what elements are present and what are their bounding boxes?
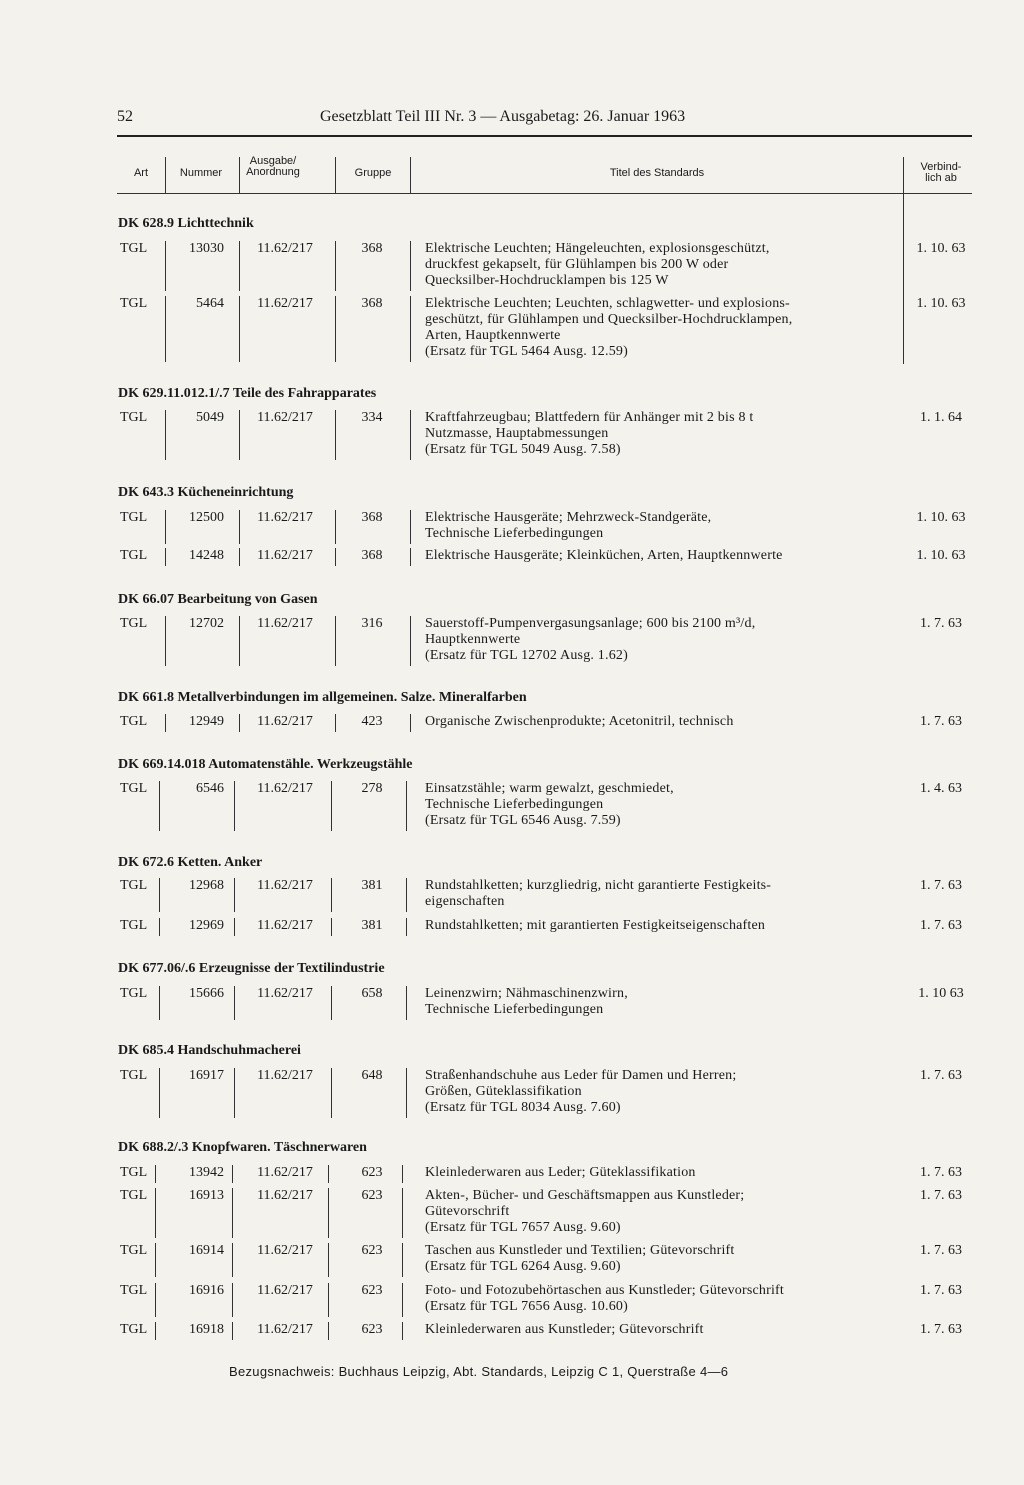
cell-nummer: 13030 xyxy=(189,241,224,256)
cell-ausgabe: 11.62/217 xyxy=(257,296,313,311)
cell-nummer: 12969 xyxy=(189,918,224,933)
column-separator xyxy=(410,410,411,460)
column-separator xyxy=(159,1068,160,1118)
column-header-ausgabe: Ausgabe/ Anordnung xyxy=(246,155,300,178)
titel-line: Elektrische Hausgeräte; Mehrzweck-Standgeräte, xyxy=(425,510,712,525)
section-title: DK 685.4 Handschuhmacherei xyxy=(118,1043,301,1058)
cell-ausgabe: 11.62/217 xyxy=(257,510,313,525)
titel-line: Kraftfahrzeugbau; Blattfedern für Anhänger mit 2 bis 8 t xyxy=(425,410,754,425)
column-separator xyxy=(331,1068,332,1118)
cell-ausgabe: 11.62/217 xyxy=(257,781,313,796)
cell-art: TGL xyxy=(120,878,148,893)
column-separator xyxy=(410,510,411,544)
section-title: DK 677.06/.6 Erzeugnisse der Textilindustrie xyxy=(118,961,385,976)
column-separator xyxy=(402,1188,403,1238)
cell-art: TGL xyxy=(120,1188,148,1203)
column-separator xyxy=(410,241,411,291)
cell-verbindlich-ab: 1. 7. 63 xyxy=(920,1283,962,1298)
header-divider xyxy=(903,157,904,193)
cell-nummer: 16917 xyxy=(189,1068,224,1083)
titel-line: geschützt, für Glühlampen und Quecksilber-Hochdrucklampen, xyxy=(425,312,793,327)
cell-gruppe: 381 xyxy=(361,878,383,893)
titel-line: Elektrische Leuchten; Hängeleuchten, explosionsgeschützt, xyxy=(425,241,770,256)
cell-gruppe: 368 xyxy=(361,548,383,563)
cell-art: TGL xyxy=(120,1165,148,1180)
cell-verbindlich-ab: 1. 10 63 xyxy=(918,986,964,1001)
column-separator xyxy=(234,918,235,936)
cell-nummer: 12500 xyxy=(189,510,224,525)
titel-line: Akten-, Bücher- und Geschäftsmappen aus Kunstleder; xyxy=(425,1188,745,1203)
titel-line: Nutzmasse, Hauptabmessungen xyxy=(425,426,609,441)
cell-verbindlich-ab: 1. 10. 63 xyxy=(916,510,966,525)
cell-gruppe: 316 xyxy=(361,616,383,631)
column-separator xyxy=(328,1283,329,1317)
cell-nummer: 15666 xyxy=(189,986,224,1001)
titel-line: (Ersatz für TGL 6546 Ausg. 7.59) xyxy=(425,813,621,828)
cell-gruppe: 278 xyxy=(361,781,383,796)
cell-verbindlich-ab: 1. 7. 63 xyxy=(920,1243,962,1258)
column-separator xyxy=(159,918,160,936)
column-separator xyxy=(165,296,166,362)
titel-line: (Ersatz für TGL 7656 Ausg. 10.60) xyxy=(425,1299,628,1314)
cell-nummer: 16913 xyxy=(189,1188,224,1203)
cell-art: TGL xyxy=(120,616,148,631)
cell-ausgabe: 11.62/217 xyxy=(257,241,313,256)
cell-titel xyxy=(425,1243,897,1275)
cell-ausgabe: 11.62/217 xyxy=(257,1322,313,1337)
column-separator xyxy=(331,878,332,912)
cell-ausgabe: 11.62/217 xyxy=(257,548,313,563)
titel-line: Straßenhandschuhe aus Leder für Damen und Herren; xyxy=(425,1068,737,1083)
column-separator xyxy=(331,918,332,936)
cell-art: TGL xyxy=(120,548,148,563)
column-separator xyxy=(328,1243,329,1277)
column-separator xyxy=(406,878,407,912)
cell-art: TGL xyxy=(120,714,148,729)
cell-art: TGL xyxy=(120,781,148,796)
cell-gruppe: 658 xyxy=(361,986,383,1001)
column-separator xyxy=(155,1322,156,1340)
titel-line: Gütevorschrift xyxy=(425,1204,510,1219)
titel-line: Organische Zwischenprodukte; Acetonitril, technisch xyxy=(425,714,734,729)
cell-nummer: 12968 xyxy=(189,878,224,893)
column-separator xyxy=(165,410,166,460)
cell-verbindlich-ab: 1. 7. 63 xyxy=(920,1188,962,1203)
cell-art: TGL xyxy=(120,1283,148,1298)
cell-titel xyxy=(425,510,897,542)
column-header-verbindlich: Verbind- lich ab xyxy=(920,161,962,184)
column-separator xyxy=(239,616,240,666)
titel-line: (Ersatz für TGL 5464 Ausg. 12.59) xyxy=(425,344,628,359)
column-separator xyxy=(232,1322,233,1340)
cell-art: TGL xyxy=(120,510,148,525)
titel-line: Einsatzstähle; warm gewalzt, geschmiedet, xyxy=(425,781,674,796)
cell-gruppe: 334 xyxy=(361,410,383,425)
page-number: 52 xyxy=(117,108,133,125)
cell-verbindlich-ab: 1. 10. 63 xyxy=(916,241,966,256)
titel-line: (Ersatz für TGL 5049 Ausg. 7.58) xyxy=(425,442,621,457)
cell-verbindlich-ab: 1. 1. 64 xyxy=(920,410,962,425)
cell-ausgabe: 11.62/217 xyxy=(257,1068,313,1083)
column-separator xyxy=(165,548,166,566)
cell-titel xyxy=(425,548,897,564)
cell-titel xyxy=(425,781,897,829)
column-separator xyxy=(335,714,336,732)
cell-ausgabe: 11.62/217 xyxy=(257,714,313,729)
cell-verbindlich-ab: 1. 7. 63 xyxy=(920,878,962,893)
column-header-gruppe: Gruppe xyxy=(354,167,392,179)
cell-titel xyxy=(425,1165,897,1181)
cell-art: TGL xyxy=(120,241,148,256)
column-separator xyxy=(402,1322,403,1340)
cell-ausgabe: 11.62/217 xyxy=(257,410,313,425)
cell-verbindlich-ab: 1. 7. 63 xyxy=(920,918,962,933)
titel-line: Sauerstoff-Pumpenvergasungsanlage; 600 bis 2100 m³/d, xyxy=(425,616,756,631)
titel-line: Elektrische Leuchten; Leuchten, schlagwetter- und explosions- xyxy=(425,296,790,311)
column-separator xyxy=(234,1068,235,1118)
column-header-titel: Titel des Standards xyxy=(609,167,705,179)
titel-line: Kleinlederwaren aus Kunstleder; Gütevorschrift xyxy=(425,1322,704,1337)
titel-line: (Ersatz für TGL 7657 Ausg. 9.60) xyxy=(425,1220,621,1235)
header-divider xyxy=(239,157,240,193)
column-separator xyxy=(165,616,166,666)
cell-gruppe: 648 xyxy=(361,1068,383,1083)
column-separator xyxy=(232,1165,233,1183)
column-separator xyxy=(234,781,235,831)
column-separator xyxy=(155,1188,156,1238)
column-separator xyxy=(155,1243,156,1277)
cell-gruppe: 368 xyxy=(361,510,383,525)
cell-titel xyxy=(425,1068,897,1116)
cell-nummer: 6546 xyxy=(196,781,224,796)
header-divider xyxy=(165,157,166,193)
cell-nummer: 5049 xyxy=(196,410,224,425)
cell-titel xyxy=(425,1283,897,1315)
cell-titel xyxy=(425,878,897,910)
column-separator xyxy=(402,1283,403,1317)
titel-line: eigenschaften xyxy=(425,894,505,909)
cell-titel xyxy=(425,714,897,730)
cell-titel xyxy=(425,1188,897,1236)
column-separator xyxy=(335,410,336,460)
column-separator xyxy=(335,241,336,291)
column-separator xyxy=(328,1165,329,1183)
cell-gruppe: 623 xyxy=(361,1165,383,1180)
cell-titel xyxy=(425,296,897,360)
cell-verbindlich-ab: 1. 7. 63 xyxy=(920,616,962,631)
column-separator xyxy=(328,1322,329,1340)
column-separator xyxy=(234,878,235,912)
cell-gruppe: 623 xyxy=(361,1243,383,1258)
cell-gruppe: 423 xyxy=(361,714,383,729)
column-separator xyxy=(406,918,407,936)
cell-art: TGL xyxy=(120,918,148,933)
column-separator xyxy=(155,1165,156,1183)
cell-ausgabe: 11.62/217 xyxy=(257,878,313,893)
cell-titel xyxy=(425,986,897,1018)
cell-ausgabe: 11.62/217 xyxy=(257,1283,313,1298)
column-separator xyxy=(328,1188,329,1238)
column-separator xyxy=(239,241,240,291)
section-title: DK 628.9 Lichttechnik xyxy=(118,216,254,231)
cell-art: TGL xyxy=(120,1243,148,1258)
cell-art: TGL xyxy=(120,986,148,1001)
column-separator xyxy=(232,1243,233,1277)
column-separator xyxy=(406,1068,407,1118)
cell-verbindlich-ab: 1. 7. 63 xyxy=(920,1165,962,1180)
header-divider xyxy=(410,157,411,193)
table-header-rule xyxy=(117,193,972,194)
column-separator xyxy=(159,781,160,831)
titel-line: Technische Lieferbedingungen xyxy=(425,797,604,812)
cell-gruppe: 381 xyxy=(361,918,383,933)
cell-titel xyxy=(425,410,897,458)
titel-line: Arten, Hauptkennwerte xyxy=(425,328,561,343)
section-title: DK 661.8 Metallverbindungen im allgemeinen. Salze. Mineralfarben xyxy=(118,690,527,705)
cell-gruppe: 623 xyxy=(361,1283,383,1298)
column-separator xyxy=(239,410,240,460)
column-header-nummer: Nummer xyxy=(179,167,223,179)
cell-art: TGL xyxy=(120,1322,148,1337)
cell-nummer: 16918 xyxy=(189,1322,224,1337)
column-separator xyxy=(165,510,166,544)
column-separator xyxy=(165,241,166,291)
cell-gruppe: 368 xyxy=(361,241,383,256)
column-separator xyxy=(239,510,240,544)
titel-line: Elektrische Hausgeräte; Kleinküchen, Arten, Hauptkennwerte xyxy=(425,548,783,563)
column-separator xyxy=(239,714,240,732)
cell-gruppe: 623 xyxy=(361,1188,383,1203)
cell-verbindlich-ab: 1. 10. 63 xyxy=(916,296,966,311)
column-header-art: Art xyxy=(133,167,149,179)
titel-line: Taschen aus Kunstleder und Textilien; Gütevorschrift xyxy=(425,1243,735,1258)
column-separator xyxy=(410,714,411,732)
cell-nummer: 14248 xyxy=(189,548,224,563)
titel-line: Technische Lieferbedingungen xyxy=(425,1002,604,1017)
column-separator xyxy=(410,616,411,666)
titel-line: (Ersatz für TGL 6264 Ausg. 9.60) xyxy=(425,1259,621,1274)
cell-gruppe: 623 xyxy=(361,1322,383,1337)
cell-ausgabe: 11.62/217 xyxy=(257,918,313,933)
column-separator xyxy=(239,296,240,362)
cell-ausgabe: 11.62/217 xyxy=(257,616,313,631)
cell-titel xyxy=(425,616,897,664)
titel-line: druckfest gekapselt, für Glühlampen bis 200 W oder xyxy=(425,257,729,272)
titel-line: Größen, Güteklassifikation xyxy=(425,1084,582,1099)
titel-line: Rundstahlketten; mit garantierten Festigkeitseigenschaften xyxy=(425,918,766,933)
cell-nummer: 13942 xyxy=(189,1165,224,1180)
column-separator xyxy=(232,1188,233,1238)
cell-nummer: 12702 xyxy=(189,616,224,631)
cell-nummer: 16914 xyxy=(189,1243,224,1258)
titel-line: Hauptkennwerte xyxy=(425,632,521,647)
cell-titel xyxy=(425,241,897,289)
column-separator xyxy=(410,548,411,566)
cell-ausgabe: 11.62/217 xyxy=(257,986,313,1001)
column-separator xyxy=(155,1283,156,1317)
section-title: DK 688.2/.3 Knopfwaren. Täschnerwaren xyxy=(118,1140,367,1155)
header-rule xyxy=(117,135,972,137)
column-separator xyxy=(335,296,336,362)
cell-gruppe: 368 xyxy=(361,296,383,311)
titel-line: (Ersatz für TGL 12702 Ausg. 1.62) xyxy=(425,648,628,663)
column-separator xyxy=(335,616,336,666)
titel-line: Rundstahlketten; kurzgliedrig, nicht garantierte Festigkeits- xyxy=(425,878,772,893)
column-separator xyxy=(335,510,336,544)
column-separator xyxy=(402,1243,403,1277)
column-separator xyxy=(406,986,407,1020)
cell-verbindlich-ab: 1. 10. 63 xyxy=(916,548,966,563)
cell-ausgabe: 11.62/217 xyxy=(257,1165,313,1180)
column-separator xyxy=(159,878,160,912)
cell-titel xyxy=(425,918,897,934)
date-column-rule xyxy=(903,194,904,364)
cell-nummer: 5464 xyxy=(196,296,224,311)
cell-verbindlich-ab: 1. 7. 63 xyxy=(920,714,962,729)
column-separator xyxy=(331,986,332,1020)
titel-line: Foto- und Fotozubehörtaschen aus Kunstleder; Gütevorschrift xyxy=(425,1283,785,1298)
cell-art: TGL xyxy=(120,1068,148,1083)
cell-verbindlich-ab: 1. 7. 63 xyxy=(920,1322,962,1337)
column-separator xyxy=(406,781,407,831)
column-separator xyxy=(234,986,235,1020)
section-title: DK 66.07 Bearbeitung von Gasen xyxy=(118,592,318,607)
column-separator xyxy=(335,548,336,566)
column-separator xyxy=(410,296,411,362)
column-separator xyxy=(402,1165,403,1183)
section-title: DK 643.3 Kücheneinrichtung xyxy=(118,485,294,500)
cell-ausgabe: 11.62/217 xyxy=(257,1188,313,1203)
cell-ausgabe: 11.62/217 xyxy=(257,1243,313,1258)
titel-line: Technische Lieferbedingungen xyxy=(425,526,604,541)
column-separator xyxy=(331,781,332,831)
cell-titel xyxy=(425,1322,897,1338)
column-separator xyxy=(159,986,160,1020)
column-separator xyxy=(232,1283,233,1317)
cell-verbindlich-ab: 1. 7. 63 xyxy=(920,1068,962,1083)
cell-nummer: 16916 xyxy=(189,1283,224,1298)
header-divider xyxy=(335,157,336,193)
column-separator xyxy=(239,548,240,566)
cell-art: TGL xyxy=(120,296,148,311)
cell-art: TGL xyxy=(120,410,148,425)
titel-line: (Ersatz für TGL 8034 Ausg. 7.60) xyxy=(425,1100,621,1115)
page-header-title: Gesetzblatt Teil III Nr. 3 — Ausgabetag: 26. Januar 1963 xyxy=(320,108,686,125)
cell-verbindlich-ab: 1. 4. 63 xyxy=(920,781,962,796)
titel-line: Quecksilber-Hochdrucklampen bis 125 W xyxy=(425,273,669,288)
section-title: DK 672.6 Ketten. Anker xyxy=(118,855,263,870)
footer-reference: Bezugsnachweis: Buchhaus Leipzig, Abt. Standards, Leipzig C 1, Querstraße 4—6 xyxy=(229,1364,729,1379)
cell-nummer: 12949 xyxy=(189,714,224,729)
section-title: DK 629.11.012.1/.7 Teile des Fahrapparates xyxy=(118,386,377,401)
column-separator xyxy=(165,714,166,732)
section-title: DK 669.14.018 Automatenstähle. Werkzeugstähle xyxy=(118,757,413,772)
titel-line: Leinenzwirn; Nähmaschinenzwirn, xyxy=(425,986,628,1001)
titel-line: Kleinlederwaren aus Leder; Güteklassifikation xyxy=(425,1165,696,1180)
